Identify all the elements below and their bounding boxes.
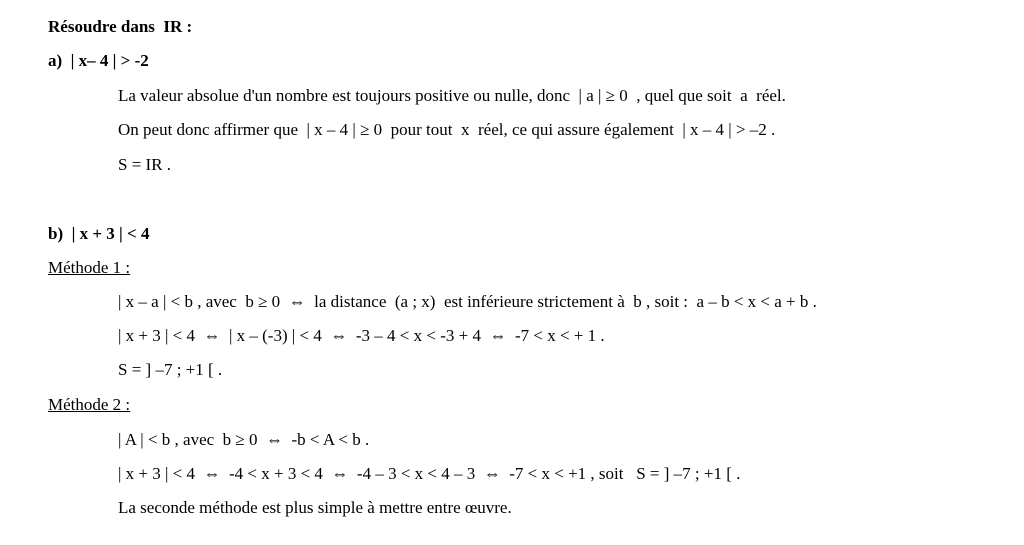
method-2-line-2: | x + 3 | < 4 ⇔ -4 < x + 3 < 4 ⇔ -4 – 3 < x < 4 – 3 ⇔ -7 < x < +1 , soit S = ] –7 ; +1 [ .	[118, 464, 741, 483]
method-1-solution: S = ] –7 ; +1 [ .	[118, 360, 223, 379]
part-a-line-2: On peut donc affirmer que | x – 4 | ≥ 0 pour tout x réel, ce qui assure également | x – 4 | > –2 .	[118, 120, 776, 139]
part-a-solution: S = IR .	[118, 155, 172, 174]
part-a-title: a) | x– 4 | > -2	[48, 51, 149, 70]
method-1-line-2: | x + 3 | < 4 ⇔ | x – (-3) | < 4 ⇔ -3 – 4 < x < -3 + 4 ⇔ -7 < x < + 1 .	[118, 326, 605, 345]
method-1-line-1: | x – a | < b , avec b ≥ 0 ⇔ la distance (a ; x) est inférieure strictement à b , soit : a – b < x < a + b .	[118, 292, 817, 311]
part-a-line-1: La valeur absolue d'un nombre est toujours positive ou nulle, donc | a | ≥ 0 , quel que soit a réel.	[118, 86, 786, 105]
method-2-label: Méthode 2 :	[48, 395, 131, 414]
method-2-line-1: | A | < b , avec b ≥ 0 ⇔ -b < A < b .	[118, 430, 370, 449]
part-b-title: b) | x + 3 | < 4	[48, 224, 150, 243]
method-2-conclusion: La seconde méthode est plus simple à mettre entre œuvre.	[118, 498, 512, 517]
heading: Résoudre dans IR :	[48, 17, 193, 36]
method-1-label: Méthode 1 :	[48, 258, 131, 277]
